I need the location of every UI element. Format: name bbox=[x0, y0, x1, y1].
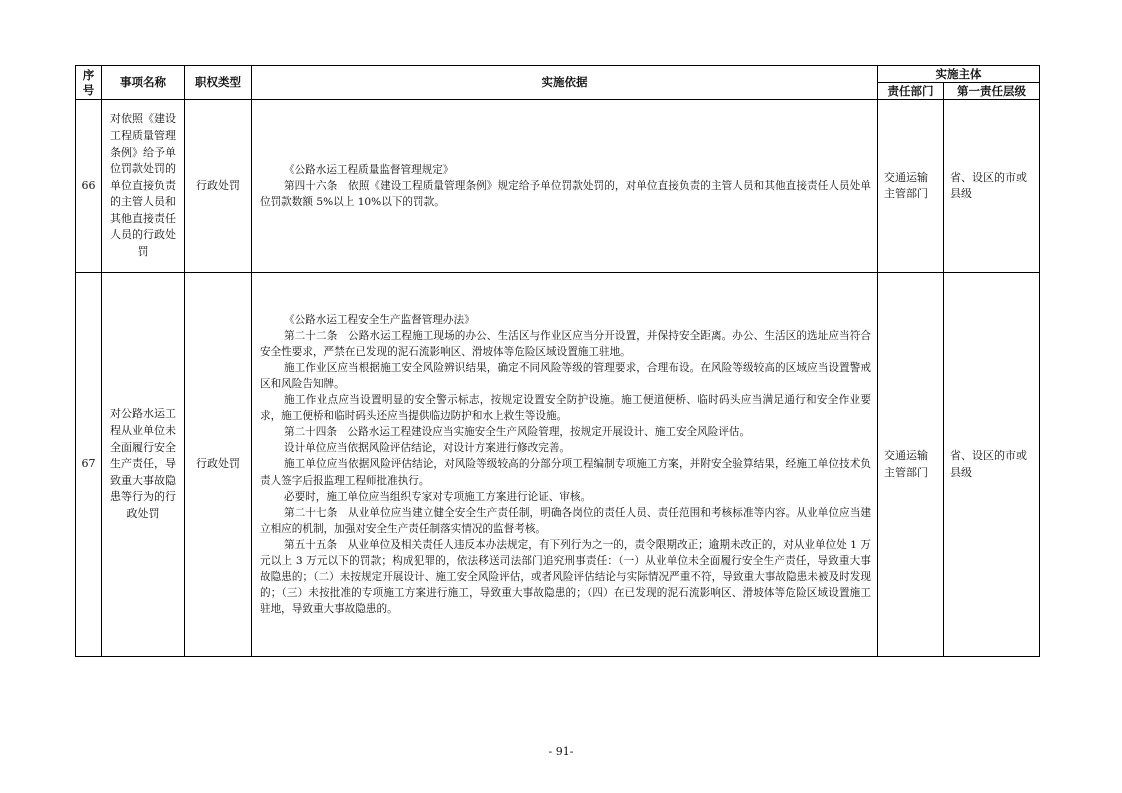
row-no: 66 bbox=[76, 100, 102, 273]
row-basis bbox=[252, 100, 878, 273]
header-name: 事项名称 bbox=[102, 66, 185, 100]
basis-paragraph: 施工单位应当依据风险评估结论，对风险等级较高的分部分项工程编制专项施工方案，并附安全验算结果，经施工单位技术负责人签字后报监理工程师批准执行。 bbox=[260, 458, 871, 487]
basis-paragraph: 第二十七条 从业单位应当建立健全安全生产责任制，明确各岗位的责任人员、责任范围和考核标准等内容。从业单位应当建立相应的机制，加强对安全生产责任制落实情况的监督考核。 bbox=[260, 506, 871, 535]
basis-paragraph: 设计单位应当依据风险评估结论，对设计方案进行修改完善。 bbox=[284, 442, 571, 455]
header-type: 职权类型 bbox=[185, 66, 252, 100]
basis-paragraph: 第四十六条 依照《建设工程质量管理条例》规定给予单位罚款处罚的，对单位直接负责的主管人员和其他直接责任人员处单位罚款数额 5%以上 10%以下的罚款。 bbox=[260, 179, 871, 209]
basis-paragraph: 第五十五条 从业单位及相关责任人违反本办法规定，有下列行为之一的，责令限期改正；逾期未改正的，对从业单位处 1 万元以上 3 万元以下的罚款；构成犯罪的，依法移送司法部门追究刑事责任：（一）从业单位未全面履行安全生产责任，导致重大事故隐患的；（二）未按规定开展设计、施工安全风险评估，或者风险评估结论与实际情况严重不符，导致重大事故隐患未被及时发现的；（三）未按批准的专项施工方案进行施工，导致重大事故隐患的；（四）在已发现的泥石流影响区、滑坡体等危险区域设置施工驻地，导致重大事故隐患的。 bbox=[260, 538, 871, 616]
row-basis bbox=[252, 273, 878, 657]
basis-paragraph: 施工作业区应当根据施工安全风险辨识结果，确定不同风险等级的管理要求，合理布设。在风险等级较高的区域应当设置警戒区和风险告知牌。 bbox=[260, 361, 871, 390]
header-level: 第一责任层级 bbox=[944, 83, 1040, 100]
row-level: 省、设区的市或县级 bbox=[944, 100, 1040, 273]
authority-table bbox=[75, 65, 1040, 657]
row-dept: 交通运输主管部门 bbox=[878, 100, 944, 273]
row-dept: 交通运输主管部门 bbox=[878, 273, 944, 657]
row-level: 省、设区的市或县级 bbox=[944, 273, 1040, 657]
row-no: 67 bbox=[76, 273, 102, 657]
row-name: 对依照《建设工程质量管理条例》给予单位罚款处罚的单位直接负责的主管人员和其他直接责任人员的行政处罚 bbox=[102, 100, 185, 273]
header-dept: 责任部门 bbox=[878, 83, 944, 100]
basis-paragraph: 第二十二条 公路水运工程施工现场的办公、生活区与作业区应当分开设置，并保持安全距离。办公、生活区的选址应当符合安全性要求，严禁在已发现的泥石流影响区、滑坡体等危险区域设置施工驻地。 bbox=[260, 329, 871, 358]
header-no: 序号 bbox=[76, 66, 102, 100]
page-number: - 91- bbox=[548, 745, 574, 758]
basis-paragraph: 《公路水运工程质量监督管理规定》 bbox=[284, 163, 454, 176]
header-basis: 实施依据 bbox=[252, 66, 878, 100]
basis-paragraph: 必要时，施工单位应当组织专家对专项施工方案进行论证、审核。 bbox=[284, 490, 592, 503]
table-row bbox=[76, 100, 1040, 273]
table-row bbox=[76, 273, 1040, 657]
basis-paragraph: 第二十四条 公路水运工程建设应当实施安全生产风险管理，按规定开展设计、施工安全风险评估。 bbox=[284, 426, 751, 439]
basis-paragraph: 《公路水运工程安全生产监督管理办法》 bbox=[284, 313, 475, 326]
row-type: 行政处罚 bbox=[185, 100, 252, 273]
basis-paragraph: 施工作业点应当设置明显的安全警示标志，按规定设置安全防护设施。施工便道便桥、临时码头应当满足通行和安全作业要求，施工便桥和临时码头还应当提供临边防护和水上救生等设施。 bbox=[260, 394, 871, 423]
row-type: 行政处罚 bbox=[185, 273, 252, 657]
header-subject: 实施主体 bbox=[878, 66, 1040, 83]
row-name: 对公路水运工程从业单位未全面履行安全生产责任，导致重大事故隐患等行为的行政处罚 bbox=[102, 273, 185, 657]
